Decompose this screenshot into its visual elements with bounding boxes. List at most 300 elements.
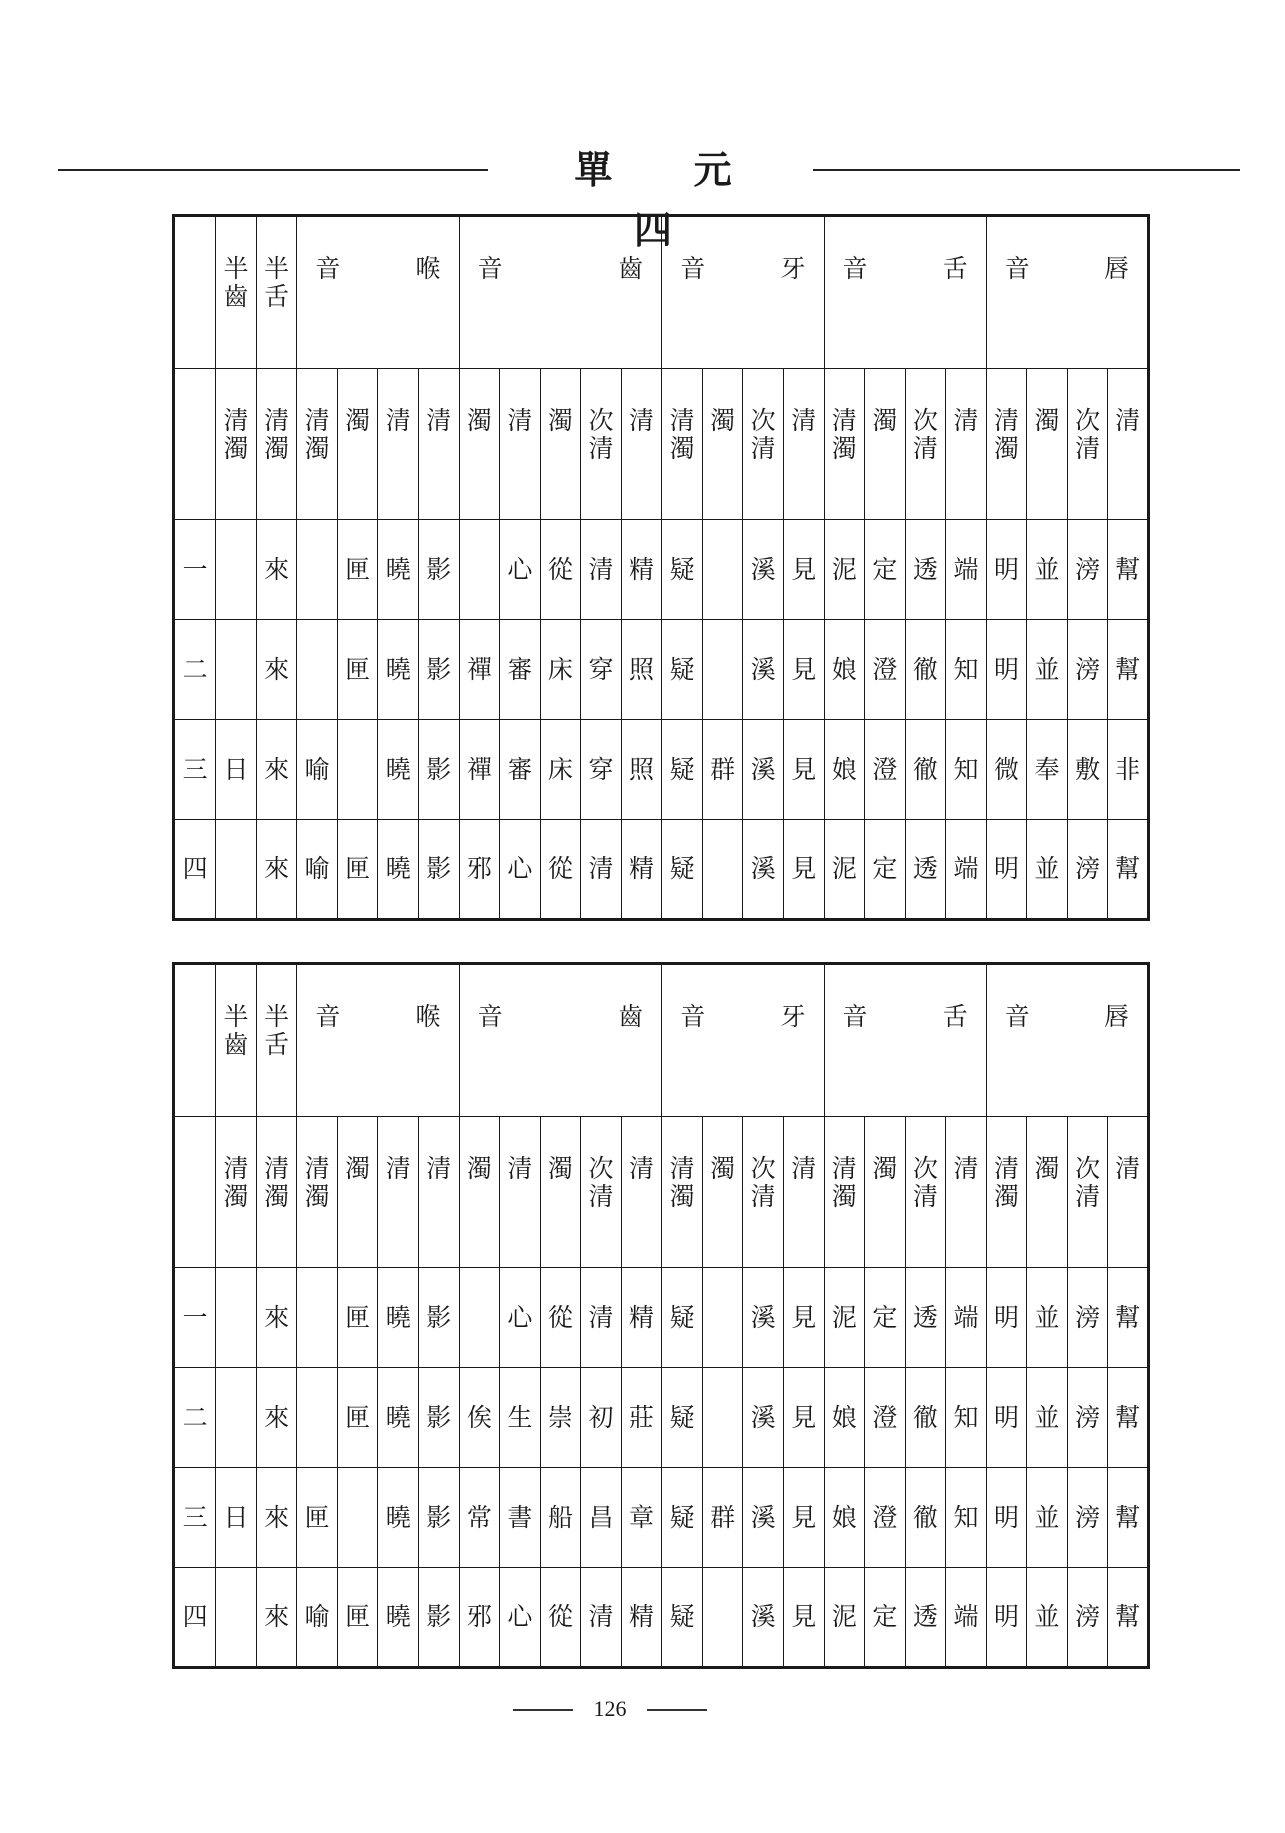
initial-cell: 澄 [865, 720, 906, 820]
group-label [478, 1003, 644, 1031]
voicing-row [174, 1117, 1149, 1268]
voicing-header [1108, 1117, 1149, 1268]
group-label-right: 齒 [618, 254, 644, 283]
initial-cell: 影 [418, 1568, 459, 1668]
initial-cell: 澄 [865, 1368, 906, 1468]
stacked-label [500, 407, 540, 435]
voicing-header [783, 369, 824, 520]
voicing-header [216, 369, 257, 520]
group-label-right: 牙 [780, 254, 806, 283]
stacked-label [662, 407, 702, 462]
initial-cell: 端 [946, 520, 987, 620]
label-char: 齒 [223, 281, 249, 311]
stacked-label [419, 1155, 459, 1183]
initial-cell: 從 [540, 1568, 581, 1668]
voicing-header [783, 1117, 824, 1268]
initial-cell: 清 [581, 520, 622, 620]
group-label-right: 唇 [1103, 1002, 1129, 1031]
initial-cell: 邪 [459, 820, 500, 920]
initial-cell: 疑 [662, 1468, 703, 1568]
initial-cell: 匣 [337, 1568, 378, 1668]
group-label-left: 音 [1004, 1002, 1030, 1031]
initial-cell: 莊 [621, 1368, 662, 1468]
label-char: 半 [264, 254, 290, 283]
label-char: 清 [994, 1154, 1020, 1183]
label-char: 清 [1075, 1181, 1101, 1211]
stacked-label [703, 407, 743, 435]
stacked-label [216, 407, 256, 462]
initial-cell: 喻 [297, 1568, 338, 1668]
initials-group-row [174, 964, 1149, 1117]
initial-cell: 審 [500, 620, 541, 720]
label-char: 濁 [547, 406, 573, 435]
articulation-group-header [986, 216, 1148, 369]
initial-cell: 明 [986, 1268, 1027, 1368]
corner-cell [174, 1117, 216, 1268]
initial-cell: 明 [986, 1568, 1027, 1668]
initial-cell: 知 [946, 720, 987, 820]
initial-cell: 來 [256, 1468, 297, 1568]
group-label-right: 牙 [780, 1002, 806, 1031]
voicing-header [702, 1117, 743, 1268]
voicing-header [337, 369, 378, 520]
label-char: 清 [1115, 1154, 1141, 1183]
initial-cell: 群 [702, 1468, 743, 1568]
initial-cell [216, 820, 257, 920]
voicing-header [581, 369, 622, 520]
stacked-label [906, 1155, 946, 1210]
group-label-right: 舌 [942, 254, 968, 283]
voicing-header [824, 369, 865, 520]
corner-cell [174, 369, 216, 520]
voicing-header [1067, 1117, 1108, 1268]
label-char: 清 [385, 406, 411, 435]
initial-cell: 端 [946, 1268, 987, 1368]
label-char: 濁 [547, 1154, 573, 1183]
voicing-header [1067, 369, 1108, 520]
stacked-label [378, 1155, 418, 1183]
initial-cell [337, 1468, 378, 1568]
initial-cell: 見 [783, 720, 824, 820]
label-char: 清 [831, 406, 857, 435]
label-char: 清 [750, 433, 776, 463]
label-char: 濁 [994, 1181, 1020, 1211]
articulation-group-header [824, 964, 986, 1117]
initial-cell: 端 [946, 1568, 987, 1668]
label-char: 濁 [710, 406, 736, 435]
label-char: 濁 [710, 1154, 736, 1183]
half-category-header [256, 216, 297, 369]
stacked-label [297, 1155, 337, 1210]
voicing-header [540, 369, 581, 520]
initial-cell: 定 [865, 1268, 906, 1368]
stacked-label [1027, 1155, 1067, 1183]
label-char: 清 [629, 406, 655, 435]
initial-cell: 定 [865, 820, 906, 920]
initial-cell: 疑 [662, 1568, 703, 1668]
table-row [174, 1268, 1149, 1368]
voicing-header [865, 369, 906, 520]
initial-cell [216, 1268, 257, 1368]
initial-cell: 從 [540, 520, 581, 620]
label-char: 半 [264, 1002, 290, 1031]
table-row [174, 820, 1149, 920]
initial-cell: 來 [256, 720, 297, 820]
initial-cell: 曉 [378, 1268, 419, 1368]
initial-cell: 溪 [743, 520, 784, 620]
label-char: 清 [223, 1154, 249, 1183]
stacked-label [865, 407, 905, 435]
voicing-header [418, 369, 459, 520]
initial-cell: 日 [216, 1468, 257, 1568]
initial-cell: 匣 [337, 1368, 378, 1468]
initial-cell: 精 [621, 1268, 662, 1368]
group-label-left: 音 [842, 254, 868, 283]
stacked-label [378, 407, 418, 435]
articulation-group-header [459, 216, 662, 369]
initial-cell [337, 720, 378, 820]
initial-cell: 溪 [743, 1568, 784, 1668]
initial-cell: 影 [418, 620, 459, 720]
footer-rule-left [513, 1709, 573, 1711]
stacked-label [216, 1003, 256, 1058]
group-label-right: 喉 [415, 1002, 441, 1031]
label-char: 次 [588, 1154, 614, 1183]
initial-cell: 滂 [1067, 520, 1108, 620]
half-category-header [216, 964, 257, 1117]
footer-rule-right [647, 1709, 707, 1711]
stacked-label [622, 407, 662, 435]
label-char: 濁 [264, 433, 290, 463]
voicing-header [905, 369, 946, 520]
label-char: 清 [912, 1181, 938, 1211]
initial-cell: 曉 [378, 1368, 419, 1468]
initial-cell: 幫 [1108, 1568, 1149, 1668]
initial-cell: 並 [1027, 520, 1068, 620]
initial-cell: 昌 [581, 1468, 622, 1568]
initial-cell: 心 [500, 520, 541, 620]
stacked-label [338, 1155, 378, 1183]
initial-cell: 非 [1108, 720, 1149, 820]
initial-cell: 知 [946, 1368, 987, 1468]
initial-cell: 奉 [1027, 720, 1068, 820]
articulation-group-header [824, 216, 986, 369]
page-header [58, 140, 1240, 252]
initial-cell: 端 [946, 820, 987, 920]
initial-cell: 心 [500, 820, 541, 920]
label-char: 齒 [223, 1029, 249, 1059]
stacked-label [257, 1003, 297, 1058]
division-label: 三 [174, 720, 216, 820]
stacked-label [338, 407, 378, 435]
stacked-label [946, 407, 986, 435]
stacked-label [216, 1155, 256, 1210]
initial-cell: 影 [418, 720, 459, 820]
initial-cell: 審 [500, 720, 541, 820]
voicing-header [297, 1117, 338, 1268]
group-label [680, 255, 805, 283]
initial-cell: 娘 [824, 620, 865, 720]
initial-cell: 心 [500, 1268, 541, 1368]
articulation-group-header [297, 216, 459, 369]
initial-cell: 曉 [378, 820, 419, 920]
stacked-label [581, 407, 621, 462]
initial-cell: 滂 [1067, 1568, 1108, 1668]
initial-cell: 幫 [1108, 520, 1149, 620]
voicing-header [824, 1117, 865, 1268]
voicing-header [946, 369, 987, 520]
division-label: 一 [174, 1268, 216, 1368]
label-char: 清 [669, 406, 695, 435]
voicing-header [1027, 369, 1068, 520]
initial-cell: 匣 [297, 1468, 338, 1568]
label-char: 清 [791, 1154, 817, 1183]
initial-cell [297, 620, 338, 720]
initial-cell: 幫 [1108, 620, 1149, 720]
initial-cell: 來 [256, 1368, 297, 1468]
initial-cell: 知 [946, 620, 987, 720]
group-label-left: 音 [1004, 254, 1030, 283]
stacked-label [784, 407, 824, 435]
initial-cell: 並 [1027, 1268, 1068, 1368]
initial-cell: 並 [1027, 820, 1068, 920]
group-label [478, 255, 644, 283]
label-char: 清 [304, 406, 330, 435]
label-char: 清 [304, 1154, 330, 1183]
initial-cell: 喻 [297, 720, 338, 820]
group-label-right: 舌 [942, 1002, 968, 1031]
initial-cell: 透 [905, 820, 946, 920]
label-char: 次 [912, 406, 938, 435]
division-label: 四 [174, 820, 216, 920]
label-char: 半 [223, 1002, 249, 1031]
group-label-left: 音 [680, 1002, 706, 1031]
half-category-header [256, 964, 297, 1117]
initial-cell: 見 [783, 520, 824, 620]
voicing-header [418, 1117, 459, 1268]
initial-cell: 船 [540, 1468, 581, 1568]
initial-cell: 穿 [581, 720, 622, 820]
initial-cell: 溪 [743, 720, 784, 820]
voicing-header [621, 1117, 662, 1268]
initial-cell: 定 [865, 520, 906, 620]
label-char: 半 [223, 254, 249, 283]
division-label: 一 [174, 520, 216, 620]
initial-cell: 影 [418, 1268, 459, 1368]
stacked-label [906, 407, 946, 462]
articulation-group-header [986, 964, 1148, 1117]
initial-cell: 照 [621, 620, 662, 720]
initial-cell: 章 [621, 1468, 662, 1568]
initial-cell [297, 1368, 338, 1468]
stacked-label [743, 1155, 783, 1210]
initial-cell: 溪 [743, 1368, 784, 1468]
initial-cell: 書 [500, 1468, 541, 1568]
label-char: 清 [953, 406, 979, 435]
initial-cell: 匣 [337, 620, 378, 720]
table-row [174, 1468, 1149, 1568]
label-char: 清 [588, 1181, 614, 1211]
page-number-footer [505, 1694, 715, 1724]
initial-cell [702, 1568, 743, 1668]
label-char: 濁 [831, 1181, 857, 1211]
label-char: 濁 [223, 433, 249, 463]
initial-cell: 透 [905, 520, 946, 620]
initial-cell: 來 [256, 820, 297, 920]
initial-cell: 床 [540, 620, 581, 720]
initial-cell: 穿 [581, 620, 622, 720]
voicing-header [621, 369, 662, 520]
label-char: 濁 [1034, 406, 1060, 435]
voicing-header [662, 1117, 703, 1268]
initial-cell: 邪 [459, 1568, 500, 1668]
stacked-label [216, 255, 256, 310]
division-label: 三 [174, 1468, 216, 1568]
label-char: 舌 [264, 1029, 290, 1059]
group-label [843, 1003, 968, 1031]
initial-cell: 禪 [459, 620, 500, 720]
corner-cell [174, 964, 216, 1117]
initial-cell: 疑 [662, 620, 703, 720]
initials-group-row [174, 216, 1149, 369]
label-char: 清 [507, 406, 533, 435]
stacked-label [1108, 407, 1147, 435]
initial-cell: 見 [783, 1368, 824, 1468]
label-char: 清 [264, 1154, 290, 1183]
label-char: 濁 [304, 433, 330, 463]
initial-cell: 並 [1027, 1468, 1068, 1568]
label-char: 清 [994, 406, 1020, 435]
group-label-left: 音 [477, 1002, 503, 1031]
initial-cell: 影 [418, 1368, 459, 1468]
header-rule-left [58, 169, 488, 171]
initial-cell: 溪 [743, 820, 784, 920]
articulation-group-header [297, 964, 459, 1117]
label-char: 濁 [831, 433, 857, 463]
initial-cell [702, 1368, 743, 1468]
rime-table-2 [172, 962, 1150, 1669]
initial-cell: 娘 [824, 1368, 865, 1468]
voicing-header [865, 1117, 906, 1268]
initial-cell [216, 1368, 257, 1468]
initial-cell: 敷 [1067, 720, 1108, 820]
label-char: 濁 [223, 1181, 249, 1211]
label-char: 清 [1075, 433, 1101, 463]
initial-cell: 徹 [905, 720, 946, 820]
initial-cell: 見 [783, 1268, 824, 1368]
initial-cell: 床 [540, 720, 581, 820]
initial-cell: 匣 [337, 820, 378, 920]
initial-cell: 生 [500, 1368, 541, 1468]
initial-cell: 明 [986, 1468, 1027, 1568]
initial-cell: 明 [986, 620, 1027, 720]
group-label-left: 音 [315, 1002, 341, 1031]
voicing-header [905, 1117, 946, 1268]
initial-cell: 幫 [1108, 1368, 1149, 1468]
corner-cell [174, 216, 216, 369]
initial-cell: 俟 [459, 1368, 500, 1468]
articulation-group-header [662, 216, 824, 369]
group-label [1005, 255, 1129, 283]
initial-cell: 疑 [662, 1368, 703, 1468]
label-char: 次 [750, 406, 776, 435]
initial-cell: 曉 [378, 720, 419, 820]
initial-cell: 禪 [459, 720, 500, 820]
table-row [174, 1368, 1149, 1468]
initial-cell [216, 1568, 257, 1668]
initial-cell: 徹 [905, 1368, 946, 1468]
voicing-header [378, 369, 419, 520]
voicing-header [297, 369, 338, 520]
initial-cell: 滂 [1067, 1368, 1108, 1468]
stacked-label [987, 1155, 1027, 1210]
initial-cell [459, 520, 500, 620]
voicing-header [378, 1117, 419, 1268]
voicing-header [500, 1117, 541, 1268]
voicing-header [459, 369, 500, 520]
group-label-left: 音 [477, 254, 503, 283]
stacked-label [541, 407, 581, 435]
page-title: 單 元 四 [574, 147, 766, 252]
initial-cell: 滂 [1067, 1268, 1108, 1368]
voicing-header [743, 369, 784, 520]
label-char: 濁 [345, 1154, 371, 1183]
label-char: 濁 [872, 1154, 898, 1183]
table-row [174, 620, 1149, 720]
half-category-header [216, 216, 257, 369]
initial-cell: 清 [581, 820, 622, 920]
initial-cell: 從 [540, 820, 581, 920]
label-char: 次 [750, 1154, 776, 1183]
initial-cell: 精 [621, 520, 662, 620]
initial-cell: 來 [256, 520, 297, 620]
voicing-header [256, 1117, 297, 1268]
initial-cell: 並 [1027, 1568, 1068, 1668]
initial-cell: 微 [986, 720, 1027, 820]
stacked-label [500, 1155, 540, 1183]
label-char: 次 [588, 406, 614, 435]
label-char: 清 [426, 406, 452, 435]
table-row [174, 720, 1149, 820]
stacked-label [297, 407, 337, 462]
label-char: 清 [831, 1154, 857, 1183]
initial-cell [216, 520, 257, 620]
initial-cell: 從 [540, 1268, 581, 1368]
label-char: 濁 [669, 433, 695, 463]
stacked-label [1068, 1155, 1108, 1210]
initial-cell: 透 [905, 1268, 946, 1368]
initial-cell: 群 [702, 720, 743, 820]
initial-cell [702, 1268, 743, 1368]
stacked-label [784, 1155, 824, 1183]
group-label [1005, 1003, 1129, 1031]
initial-cell: 滂 [1067, 820, 1108, 920]
initial-cell: 溪 [743, 1468, 784, 1568]
label-char: 清 [669, 1154, 695, 1183]
label-char: 清 [426, 1154, 452, 1183]
initial-cell [459, 1268, 500, 1368]
initial-cell: 澄 [865, 1468, 906, 1568]
initial-cell: 徹 [905, 1468, 946, 1568]
stacked-label [460, 407, 500, 435]
initial-cell: 崇 [540, 1368, 581, 1468]
voicing-header [216, 1117, 257, 1268]
initial-cell: 見 [783, 1468, 824, 1568]
label-char: 清 [629, 1154, 655, 1183]
initial-cell: 泥 [824, 1268, 865, 1368]
label-char: 濁 [994, 433, 1020, 463]
initial-cell: 明 [986, 520, 1027, 620]
